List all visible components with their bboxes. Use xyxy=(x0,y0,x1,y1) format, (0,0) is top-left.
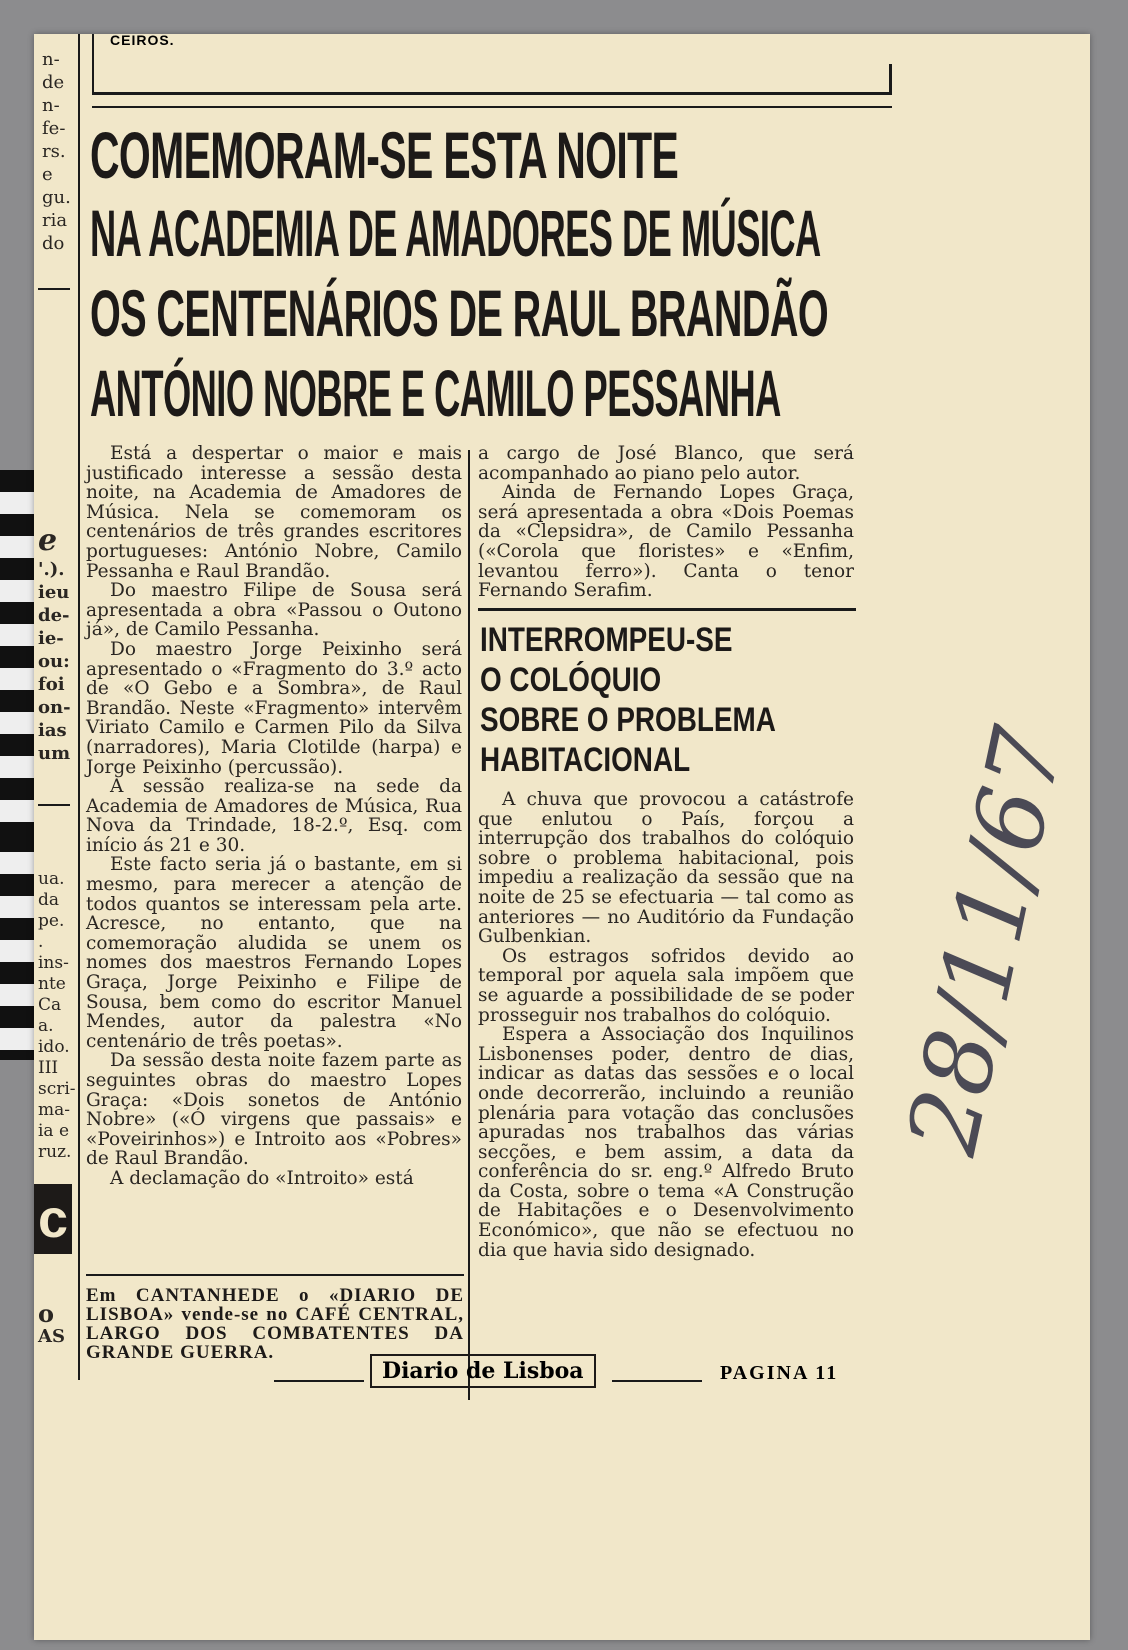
header-fragment: CEIROS. xyxy=(110,32,175,48)
left-divider-2 xyxy=(38,804,70,806)
notice-top-rule xyxy=(86,1274,464,1276)
color-scale-left xyxy=(0,470,36,830)
column-rule-left-inner xyxy=(92,34,94,94)
paragraph: A sessão realiza-se na sede da Academia de Amadores de Música, Rua Nova da Trindade, 18-2.º, Esq. com início ás 21 e 30. xyxy=(86,776,462,856)
headline-line-2: NA ACADEMIA DE AMADORES DE MÚSICA xyxy=(90,196,821,270)
color-scale-left-lower xyxy=(0,830,36,1060)
cantanhede-notice: Em CANTANHEDE o «DIARIO DE LISBOA» vende-se no CAFÉ CENTRAL, LARGO DOS COMBATENTES DA GRANDE GUERRA. xyxy=(86,1285,464,1363)
left-column-fragment-bottom-2: o AS xyxy=(38,1299,65,1347)
paragraph: Está a despertar o maior e mais justificado interesse a sessão desta noite, na Academia de Amadores de Música. Nela se comemoram os centenários de três grandes escritores portugueses: António Nobre, Camilo Pessanha e Raul Brandão. xyxy=(86,443,462,582)
header-box-right xyxy=(889,64,892,94)
paragraph: A declamação do «Introito» está xyxy=(110,1167,414,1189)
masthead-logo: Diario de Lisboa xyxy=(370,1354,596,1388)
footer-rule-right xyxy=(612,1380,702,1382)
paragraph: a cargo de José Blanco, que será acompanhado ao piano pelo autor. xyxy=(478,443,854,484)
handwritten-date: 28/11/67 xyxy=(886,718,1086,1164)
headline-line-3: OS CENTENÁRIOS DE RAUL BRANDÃO xyxy=(90,276,829,350)
paragraph: Do maestro Filipe de Sousa será apresentada a obra «Passou o Outono já», de Camilo Pessanha. xyxy=(86,580,462,641)
left-divider xyxy=(38,288,70,290)
article-2-title-line: HABITACIONAL xyxy=(480,741,691,779)
article-2-title-line: O COLÓQUIO xyxy=(480,661,662,699)
left-column-fragment-lower: ua. da pe. . ins- nte Ca a. ido. III scri- ma- ia e ruz. xyxy=(38,869,76,1162)
headline-top-rule xyxy=(92,106,892,108)
paragraph: A chuva que provocou a catástrofe que enlutou o País, forçou a interrupção dos trabalhos do colóquio sobre o problema habitacional, pois impediu a realização da sessão que na noite de 25 se efectuaria — tal como as anteriores — no Auditório da Fundação Gulbenkian. xyxy=(478,789,854,948)
paragraph: Os estragos sofridos devido ao temporal por aquela sala impõem que se aguarde a possibilidade de se poder prosseguir nos trabalhos do colóquio. xyxy=(478,945,854,1026)
page-number: PAGINA 11 xyxy=(720,1362,839,1384)
paragraph: Espera a Associação dos Inquilinos Lisbonenses poder, dentro de dias, indicar as datas das sessões e o local onde decorrerão, incluindo a reunião plenária para votação das conclusões apuradas nos trabalhos das várias secções, e bem assim, a data da conferência do sr. eng.º Alfredo Bruto da Costa, sobre o tema «A Construção de Habitações e o Desenvolvimento Económico», que não se efectuou no dia que havia sido designado. xyxy=(478,1024,854,1261)
paragraph: Do maestro Jorge Peixinho será apresentado o «Fragmento do 3.º acto de «O Gebo e a Sombra», de Raul Brandão. Neste «Fragmento» intervêm Viriato Camilo e Carmen Pilo da Silva (narradores), Maria Clotilde (harpa) e Jorge Peixinho (percussão). xyxy=(86,638,462,778)
paragraph: Ainda de Fernando Lopes Graça, será apresentada a obra «Dois Poemas da «Clepsidra», de Camilo Pessanha («Corola que floristes» e «Enfim, levantou ferro»). Canta o tenor Fernando Serafim. xyxy=(478,482,854,602)
paragraph: Este facto seria já o bastante, em si mesmo, para merecer a atenção de todos quantos se interessam pela arte. Acresce, no entanto, que na comemoração aludida se unem os nomes dos maestros Fernando Lopes Graça, Jorge Peixinho e Filipe de Sousa, bem como do escritor Manuel Mendes, autor da palestra «No centenário de três poetas». xyxy=(86,854,462,1052)
headline-line-1: COMEMORAM-SE ESTA NOITE xyxy=(90,118,679,192)
article-2-title xyxy=(480,620,841,780)
newspaper-clipping xyxy=(34,34,1090,1640)
article-divider xyxy=(478,608,856,611)
left-column-fragment-middle: e '.). ieu de- ie- ou: foi on- ias um xyxy=(38,523,71,764)
article-col-2 xyxy=(478,444,854,601)
header-box-bottom xyxy=(92,92,892,95)
column-rule-center xyxy=(468,450,470,1400)
left-column-fragment-top: n- de n- fe- rs. e gu. ria do xyxy=(42,49,71,254)
article-col-1 xyxy=(86,444,462,1189)
article-2-title-line: INTERROMPEU-SE xyxy=(480,621,733,659)
article-2-body xyxy=(478,790,854,1260)
article-2-title-line: SOBRE O PROBLEMA xyxy=(480,701,776,739)
headline-line-4: ANTÓNIO NOBRE E CAMILO PESSANHA xyxy=(90,356,781,430)
paragraph: Da sessão desta noite fazem parte as seguintes obras do maestro Lopes Graça: «Dois sonetos de António Nobre» («Ó virgens que passais» e «Poveirinhos») e Introito aos «Pobres» de Raul Brandão. xyxy=(86,1050,462,1170)
column-rule-left xyxy=(78,34,80,1380)
left-column-fragment-bottom: c xyxy=(34,1184,72,1254)
footer-rule-left xyxy=(274,1380,364,1382)
